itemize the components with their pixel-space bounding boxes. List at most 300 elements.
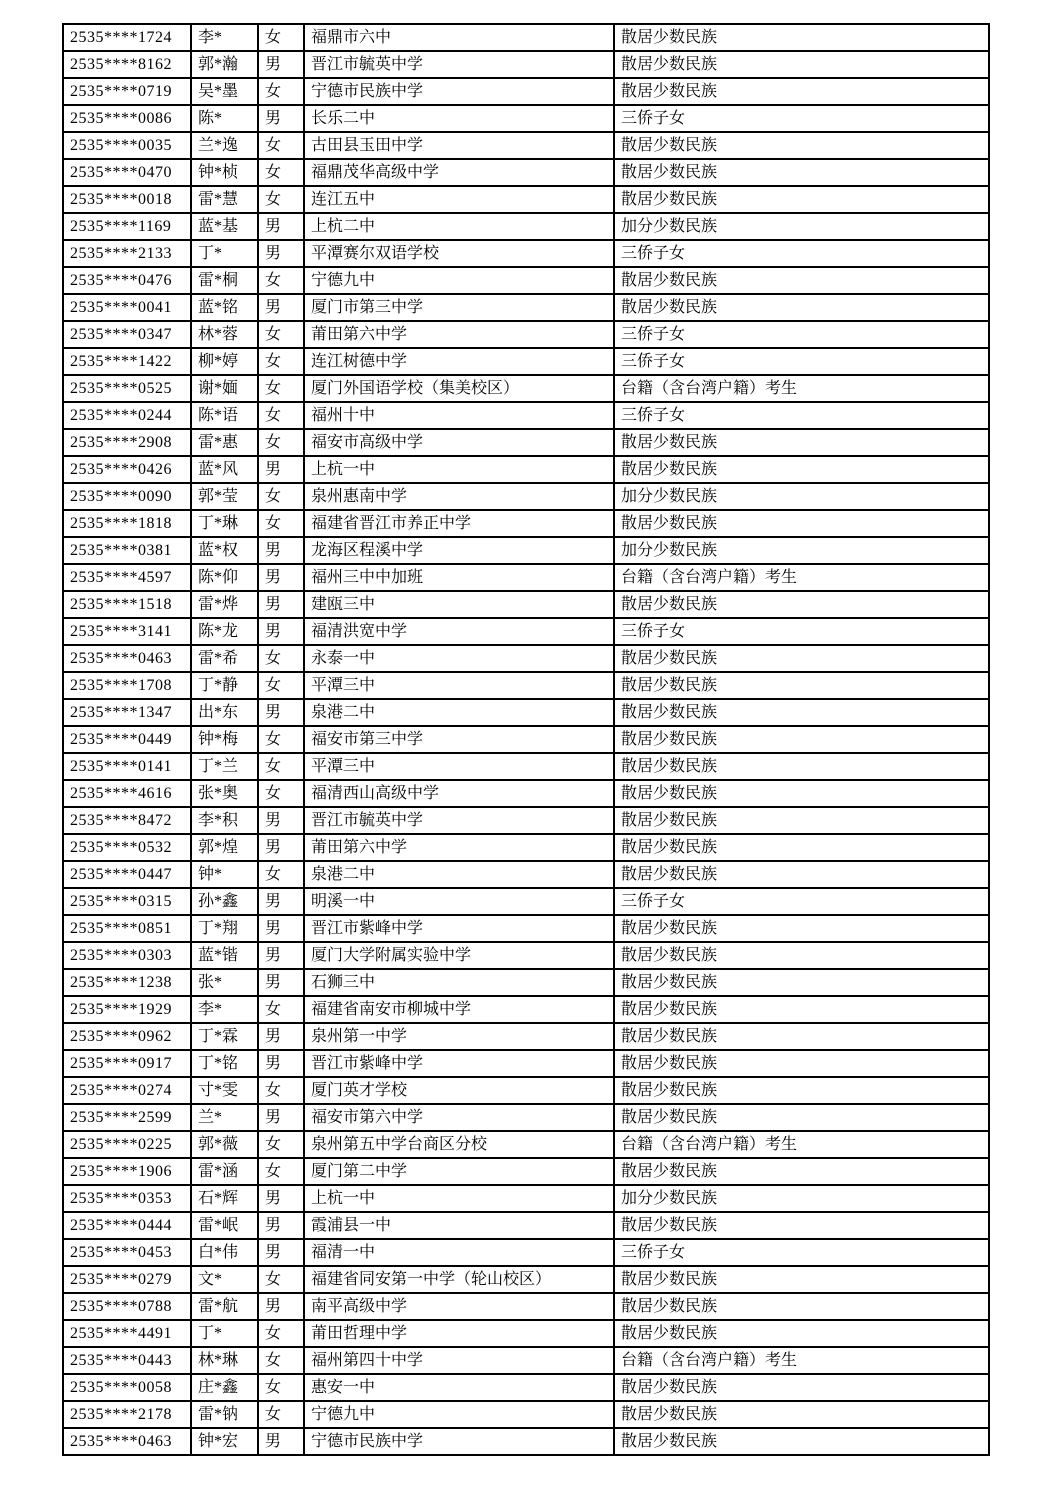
cell-gender: 女 xyxy=(258,402,304,429)
cell-school: 晋江市紫峰中学 xyxy=(304,1050,614,1077)
cell-exam-number: 2535****1169 xyxy=(63,213,191,240)
cell-exam-number: 2535****0381 xyxy=(63,537,191,564)
table-row xyxy=(63,132,989,159)
cell-exam-number: 2535****8472 xyxy=(63,807,191,834)
cell-exam-number: 2535****0018 xyxy=(63,186,191,213)
cell-category: 三侨子女 xyxy=(614,888,989,915)
cell-name: 谢*媔 xyxy=(191,375,258,402)
cell-category: 散居少数民族 xyxy=(614,1158,989,1185)
cell-gender: 女 xyxy=(258,1347,304,1374)
cell-school: 明溪一中 xyxy=(304,888,614,915)
cell-category: 三侨子女 xyxy=(614,240,989,267)
cell-name: 钟*宏 xyxy=(191,1428,258,1455)
cell-gender: 男 xyxy=(258,240,304,267)
cell-exam-number: 2535****0463 xyxy=(63,645,191,672)
cell-gender: 男 xyxy=(258,1023,304,1050)
cell-exam-number: 2535****0917 xyxy=(63,1050,191,1077)
table-row xyxy=(63,861,989,888)
cell-school: 上杭一中 xyxy=(304,1185,614,1212)
cell-category: 散居少数民族 xyxy=(614,1104,989,1131)
cell-exam-number: 2535****0453 xyxy=(63,1239,191,1266)
cell-school: 平潭三中 xyxy=(304,672,614,699)
table-row xyxy=(63,1347,989,1374)
table-row xyxy=(63,240,989,267)
cell-name: 丁*翔 xyxy=(191,915,258,942)
cell-school: 福建省同安第一中学（轮山校区） xyxy=(304,1266,614,1293)
table-row xyxy=(63,834,989,861)
cell-name: 雷*烨 xyxy=(191,591,258,618)
cell-name: 钟*梅 xyxy=(191,726,258,753)
cell-name: 石*辉 xyxy=(191,1185,258,1212)
cell-exam-number: 2535****0525 xyxy=(63,375,191,402)
cell-category: 散居少数民族 xyxy=(614,915,989,942)
cell-school: 泉港二中 xyxy=(304,861,614,888)
cell-category: 散居少数民族 xyxy=(614,1374,989,1401)
cell-school: 平潭赛尔双语学校 xyxy=(304,240,614,267)
table-row xyxy=(63,1401,989,1428)
table-row xyxy=(63,942,989,969)
cell-school: 晋江市毓英中学 xyxy=(304,51,614,78)
table-row xyxy=(63,645,989,672)
cell-category: 加分少数民族 xyxy=(614,537,989,564)
cell-exam-number: 2535****0141 xyxy=(63,753,191,780)
cell-category: 散居少数民族 xyxy=(614,51,989,78)
table-row xyxy=(63,969,989,996)
cell-gender: 女 xyxy=(258,780,304,807)
cell-name: 雷*航 xyxy=(191,1293,258,1320)
table-row xyxy=(63,753,989,780)
cell-gender: 男 xyxy=(258,564,304,591)
cell-gender: 女 xyxy=(258,996,304,1023)
cell-gender: 男 xyxy=(258,1293,304,1320)
cell-exam-number: 2535****4597 xyxy=(63,564,191,591)
cell-exam-number: 2535****2133 xyxy=(63,240,191,267)
cell-exam-number: 2535****1708 xyxy=(63,672,191,699)
cell-school: 石狮三中 xyxy=(304,969,614,996)
cell-category: 散居少数民族 xyxy=(614,1023,989,1050)
cell-name: 蓝*风 xyxy=(191,456,258,483)
cell-category: 散居少数民族 xyxy=(614,1077,989,1104)
cell-exam-number: 2535****1422 xyxy=(63,348,191,375)
cell-gender: 男 xyxy=(258,1050,304,1077)
cell-school: 莆田第六中学 xyxy=(304,834,614,861)
cell-name: 丁* xyxy=(191,240,258,267)
cell-exam-number: 2535****0444 xyxy=(63,1212,191,1239)
table-row xyxy=(63,915,989,942)
cell-gender: 女 xyxy=(258,510,304,537)
cell-category: 散居少数民族 xyxy=(614,753,989,780)
cell-name: 丁*琳 xyxy=(191,510,258,537)
cell-name: 白*伟 xyxy=(191,1239,258,1266)
cell-school: 泉州第五中学台商区分校 xyxy=(304,1131,614,1158)
cell-gender: 男 xyxy=(258,456,304,483)
cell-name: 蓝*权 xyxy=(191,537,258,564)
cell-gender: 男 xyxy=(258,1185,304,1212)
cell-category: 散居少数民族 xyxy=(614,1401,989,1428)
cell-category: 散居少数民族 xyxy=(614,510,989,537)
cell-school: 厦门外国语学校（集美校区） xyxy=(304,375,614,402)
cell-gender: 男 xyxy=(258,51,304,78)
cell-gender: 女 xyxy=(258,1266,304,1293)
cell-category: 散居少数民族 xyxy=(614,1293,989,1320)
cell-category: 散居少数民族 xyxy=(614,591,989,618)
cell-category: 散居少数民族 xyxy=(614,294,989,321)
cell-name: 郭*莹 xyxy=(191,483,258,510)
cell-school: 厦门英才学校 xyxy=(304,1077,614,1104)
cell-exam-number: 2535****0443 xyxy=(63,1347,191,1374)
cell-gender: 女 xyxy=(258,726,304,753)
cell-school: 惠安一中 xyxy=(304,1374,614,1401)
cell-exam-number: 2535****0058 xyxy=(63,1374,191,1401)
cell-name: 孙*鑫 xyxy=(191,888,258,915)
cell-school: 福安市第三中学 xyxy=(304,726,614,753)
table-row xyxy=(63,24,989,51)
cell-exam-number: 2535****0347 xyxy=(63,321,191,348)
table-row xyxy=(63,1239,989,1266)
cell-school: 霞浦县一中 xyxy=(304,1212,614,1239)
cell-name: 寸*雯 xyxy=(191,1077,258,1104)
cell-name: 郭*煌 xyxy=(191,834,258,861)
table-row xyxy=(63,1266,989,1293)
cell-name: 李* xyxy=(191,24,258,51)
table-row xyxy=(63,564,989,591)
cell-school: 建瓯三中 xyxy=(304,591,614,618)
table-row xyxy=(63,780,989,807)
cell-name: 张* xyxy=(191,969,258,996)
cell-category: 散居少数民族 xyxy=(614,672,989,699)
cell-gender: 女 xyxy=(258,861,304,888)
cell-category: 散居少数民族 xyxy=(614,186,989,213)
cell-gender: 女 xyxy=(258,24,304,51)
cell-gender: 女 xyxy=(258,267,304,294)
table-row xyxy=(63,591,989,618)
cell-name: 陈*语 xyxy=(191,402,258,429)
cell-category: 散居少数民族 xyxy=(614,1266,989,1293)
table-row xyxy=(63,1374,989,1401)
cell-school: 宁德九中 xyxy=(304,1401,614,1428)
table-row xyxy=(63,699,989,726)
cell-school: 古田县玉田中学 xyxy=(304,132,614,159)
table-row xyxy=(63,456,989,483)
cell-category: 散居少数民族 xyxy=(614,942,989,969)
cell-school: 福清一中 xyxy=(304,1239,614,1266)
table-row xyxy=(63,267,989,294)
table-row xyxy=(63,807,989,834)
cell-name: 钟* xyxy=(191,861,258,888)
cell-gender: 女 xyxy=(258,672,304,699)
cell-school: 上杭二中 xyxy=(304,213,614,240)
cell-gender: 女 xyxy=(258,1131,304,1158)
table-row xyxy=(63,672,989,699)
cell-gender: 男 xyxy=(258,699,304,726)
cell-school: 上杭一中 xyxy=(304,456,614,483)
cell-exam-number: 2535****0788 xyxy=(63,1293,191,1320)
cell-name: 雷*桐 xyxy=(191,267,258,294)
cell-category: 散居少数民族 xyxy=(614,159,989,186)
table-row xyxy=(63,1077,989,1104)
cell-name: 雷*惠 xyxy=(191,429,258,456)
cell-gender: 女 xyxy=(258,159,304,186)
cell-exam-number: 2535****0279 xyxy=(63,1266,191,1293)
cell-name: 陈*龙 xyxy=(191,618,258,645)
cell-name: 林*琳 xyxy=(191,1347,258,1374)
table-row xyxy=(63,726,989,753)
cell-school: 福建省晋江市养正中学 xyxy=(304,510,614,537)
cell-school: 南平高级中学 xyxy=(304,1293,614,1320)
table-row xyxy=(63,537,989,564)
cell-gender: 男 xyxy=(258,618,304,645)
cell-gender: 女 xyxy=(258,645,304,672)
cell-exam-number: 2535****0532 xyxy=(63,834,191,861)
cell-category: 散居少数民族 xyxy=(614,645,989,672)
cell-category: 加分少数民族 xyxy=(614,483,989,510)
cell-exam-number: 2535****0353 xyxy=(63,1185,191,1212)
cell-gender: 女 xyxy=(258,753,304,780)
cell-category: 台籍（含台湾户籍）考生 xyxy=(614,1347,989,1374)
cell-exam-number: 2535****0426 xyxy=(63,456,191,483)
cell-school: 福清洪宽中学 xyxy=(304,618,614,645)
cell-exam-number: 2535****2599 xyxy=(63,1104,191,1131)
cell-gender: 女 xyxy=(258,1158,304,1185)
cell-exam-number: 2535****0962 xyxy=(63,1023,191,1050)
cell-name: 雷*希 xyxy=(191,645,258,672)
cell-exam-number: 2535****0470 xyxy=(63,159,191,186)
cell-name: 郭*薇 xyxy=(191,1131,258,1158)
cell-gender: 男 xyxy=(258,213,304,240)
table-row xyxy=(63,51,989,78)
cell-gender: 女 xyxy=(258,483,304,510)
cell-exam-number: 2535****0303 xyxy=(63,942,191,969)
cell-gender: 女 xyxy=(258,348,304,375)
cell-gender: 女 xyxy=(258,1320,304,1347)
cell-school: 平潭三中 xyxy=(304,753,614,780)
cell-school: 宁德市民族中学 xyxy=(304,1428,614,1455)
cell-gender: 男 xyxy=(258,969,304,996)
cell-school: 福州十中 xyxy=(304,402,614,429)
cell-gender: 男 xyxy=(258,537,304,564)
cell-category: 加分少数民族 xyxy=(614,1185,989,1212)
cell-school: 福安市高级中学 xyxy=(304,429,614,456)
table-row xyxy=(63,78,989,105)
cell-name: 丁* xyxy=(191,1320,258,1347)
table-row xyxy=(63,618,989,645)
cell-category: 散居少数民族 xyxy=(614,429,989,456)
table-row xyxy=(63,105,989,132)
cell-school: 泉州第一中学 xyxy=(304,1023,614,1050)
table-row xyxy=(63,429,989,456)
cell-school: 厦门第二中学 xyxy=(304,1158,614,1185)
cell-category: 散居少数民族 xyxy=(614,969,989,996)
cell-category: 散居少数民族 xyxy=(614,456,989,483)
cell-name: 林*蓉 xyxy=(191,321,258,348)
cell-school: 莆田第六中学 xyxy=(304,321,614,348)
cell-name: 张*奥 xyxy=(191,780,258,807)
cell-school: 莆田哲理中学 xyxy=(304,1320,614,1347)
cell-school: 长乐二中 xyxy=(304,105,614,132)
cell-gender: 男 xyxy=(258,888,304,915)
cell-category: 散居少数民族 xyxy=(614,267,989,294)
cell-school: 永泰一中 xyxy=(304,645,614,672)
table-row xyxy=(63,1428,989,1455)
cell-school: 福安市第六中学 xyxy=(304,1104,614,1131)
cell-name: 钟*桢 xyxy=(191,159,258,186)
cell-exam-number: 2535****0035 xyxy=(63,132,191,159)
cell-name: 李* xyxy=(191,996,258,1023)
cell-name: 雷*慧 xyxy=(191,186,258,213)
cell-category: 散居少数民族 xyxy=(614,780,989,807)
cell-category: 散居少数民族 xyxy=(614,699,989,726)
table-row xyxy=(63,375,989,402)
cell-name: 蓝*铭 xyxy=(191,294,258,321)
cell-gender: 男 xyxy=(258,807,304,834)
table-row xyxy=(63,213,989,240)
cell-school: 连江树德中学 xyxy=(304,348,614,375)
cell-school: 福建省南安市柳城中学 xyxy=(304,996,614,1023)
table-row xyxy=(63,1050,989,1077)
cell-school: 福州三中中加班 xyxy=(304,564,614,591)
cell-school: 晋江市紫峰中学 xyxy=(304,915,614,942)
cell-exam-number: 2535****0090 xyxy=(63,483,191,510)
cell-gender: 女 xyxy=(258,1374,304,1401)
cell-gender: 男 xyxy=(258,942,304,969)
cell-gender: 女 xyxy=(258,78,304,105)
cell-gender: 女 xyxy=(258,186,304,213)
cell-gender: 男 xyxy=(258,834,304,861)
table-row xyxy=(63,1212,989,1239)
cell-name: 丁*霖 xyxy=(191,1023,258,1050)
cell-category: 散居少数民族 xyxy=(614,1320,989,1347)
table-row xyxy=(63,483,989,510)
cell-exam-number: 2535****2178 xyxy=(63,1401,191,1428)
cell-gender: 男 xyxy=(258,1212,304,1239)
cell-category: 三侨子女 xyxy=(614,402,989,429)
cell-exam-number: 2535****4491 xyxy=(63,1320,191,1347)
cell-name: 陈* xyxy=(191,105,258,132)
cell-school: 宁德市民族中学 xyxy=(304,78,614,105)
cell-exam-number: 2535****0463 xyxy=(63,1428,191,1455)
table-row xyxy=(63,1293,989,1320)
cell-school: 福鼎茂华高级中学 xyxy=(304,159,614,186)
table-row xyxy=(63,510,989,537)
cell-gender: 女 xyxy=(258,1077,304,1104)
cell-school: 连江五中 xyxy=(304,186,614,213)
cell-name: 庄*鑫 xyxy=(191,1374,258,1401)
cell-category: 散居少数民族 xyxy=(614,834,989,861)
cell-gender: 男 xyxy=(258,105,304,132)
cell-name: 蓝*基 xyxy=(191,213,258,240)
cell-school: 厦门市第三中学 xyxy=(304,294,614,321)
table-row xyxy=(63,1158,989,1185)
cell-name: 柳*婷 xyxy=(191,348,258,375)
cell-category: 散居少数民族 xyxy=(614,807,989,834)
cell-exam-number: 2535****0719 xyxy=(63,78,191,105)
cell-school: 泉州惠南中学 xyxy=(304,483,614,510)
cell-gender: 女 xyxy=(258,1401,304,1428)
cell-name: 郭*瀚 xyxy=(191,51,258,78)
table-row xyxy=(63,1104,989,1131)
cell-exam-number: 2535****1518 xyxy=(63,591,191,618)
cell-name: 雷*岷 xyxy=(191,1212,258,1239)
cell-category: 三侨子女 xyxy=(614,105,989,132)
cell-exam-number: 2535****8162 xyxy=(63,51,191,78)
cell-exam-number: 2535****1724 xyxy=(63,24,191,51)
cell-exam-number: 2535****0225 xyxy=(63,1131,191,1158)
cell-school: 宁德九中 xyxy=(304,267,614,294)
table-row xyxy=(63,996,989,1023)
candidates-table xyxy=(62,23,990,1456)
cell-category: 台籍（含台湾户籍）考生 xyxy=(614,1131,989,1158)
cell-category: 三侨子女 xyxy=(614,348,989,375)
table-row xyxy=(63,159,989,186)
cell-category: 散居少数民族 xyxy=(614,24,989,51)
cell-category: 散居少数民族 xyxy=(614,78,989,105)
cell-gender: 男 xyxy=(258,591,304,618)
table-row xyxy=(63,348,989,375)
cell-exam-number: 2535****3141 xyxy=(63,618,191,645)
cell-name: 丁*铭 xyxy=(191,1050,258,1077)
cell-name: 兰* xyxy=(191,1104,258,1131)
cell-school: 泉港二中 xyxy=(304,699,614,726)
cell-name: 兰*逸 xyxy=(191,132,258,159)
cell-name: 丁*兰 xyxy=(191,753,258,780)
cell-exam-number: 2535****0086 xyxy=(63,105,191,132)
cell-name: 丁*静 xyxy=(191,672,258,699)
cell-category: 三侨子女 xyxy=(614,321,989,348)
cell-name: 雷*涵 xyxy=(191,1158,258,1185)
table-row xyxy=(63,294,989,321)
cell-name: 李*积 xyxy=(191,807,258,834)
cell-gender: 女 xyxy=(258,132,304,159)
cell-school: 福州第四十中学 xyxy=(304,1347,614,1374)
cell-school: 晋江市毓英中学 xyxy=(304,807,614,834)
cell-gender: 男 xyxy=(258,1104,304,1131)
cell-category: 散居少数民族 xyxy=(614,1428,989,1455)
cell-name: 雷*钠 xyxy=(191,1401,258,1428)
cell-category: 散居少数民族 xyxy=(614,1050,989,1077)
cell-exam-number: 2535****0315 xyxy=(63,888,191,915)
cell-exam-number: 2535****1906 xyxy=(63,1158,191,1185)
cell-category: 加分少数民族 xyxy=(614,213,989,240)
table-row xyxy=(63,402,989,429)
table-row xyxy=(63,1320,989,1347)
cell-exam-number: 2535****4616 xyxy=(63,780,191,807)
cell-school: 厦门大学附属实验中学 xyxy=(304,942,614,969)
cell-exam-number: 2535****0041 xyxy=(63,294,191,321)
table-row xyxy=(63,1023,989,1050)
cell-name: 陈*仰 xyxy=(191,564,258,591)
cell-exam-number: 2535****0449 xyxy=(63,726,191,753)
table-row xyxy=(63,186,989,213)
cell-name: 吴*墨 xyxy=(191,78,258,105)
table-body xyxy=(63,24,989,1455)
cell-exam-number: 2535****0476 xyxy=(63,267,191,294)
cell-gender: 男 xyxy=(258,1239,304,1266)
table-row xyxy=(63,321,989,348)
cell-category: 散居少数民族 xyxy=(614,132,989,159)
table-row xyxy=(63,1185,989,1212)
cell-exam-number: 2535****0447 xyxy=(63,861,191,888)
cell-category: 台籍（含台湾户籍）考生 xyxy=(614,564,989,591)
cell-exam-number: 2535****0274 xyxy=(63,1077,191,1104)
cell-gender: 男 xyxy=(258,915,304,942)
cell-name: 文* xyxy=(191,1266,258,1293)
cell-gender: 男 xyxy=(258,294,304,321)
cell-gender: 女 xyxy=(258,321,304,348)
cell-name: 出*东 xyxy=(191,699,258,726)
cell-exam-number: 2535****0851 xyxy=(63,915,191,942)
cell-category: 散居少数民族 xyxy=(614,726,989,753)
cell-exam-number: 2535****1238 xyxy=(63,969,191,996)
